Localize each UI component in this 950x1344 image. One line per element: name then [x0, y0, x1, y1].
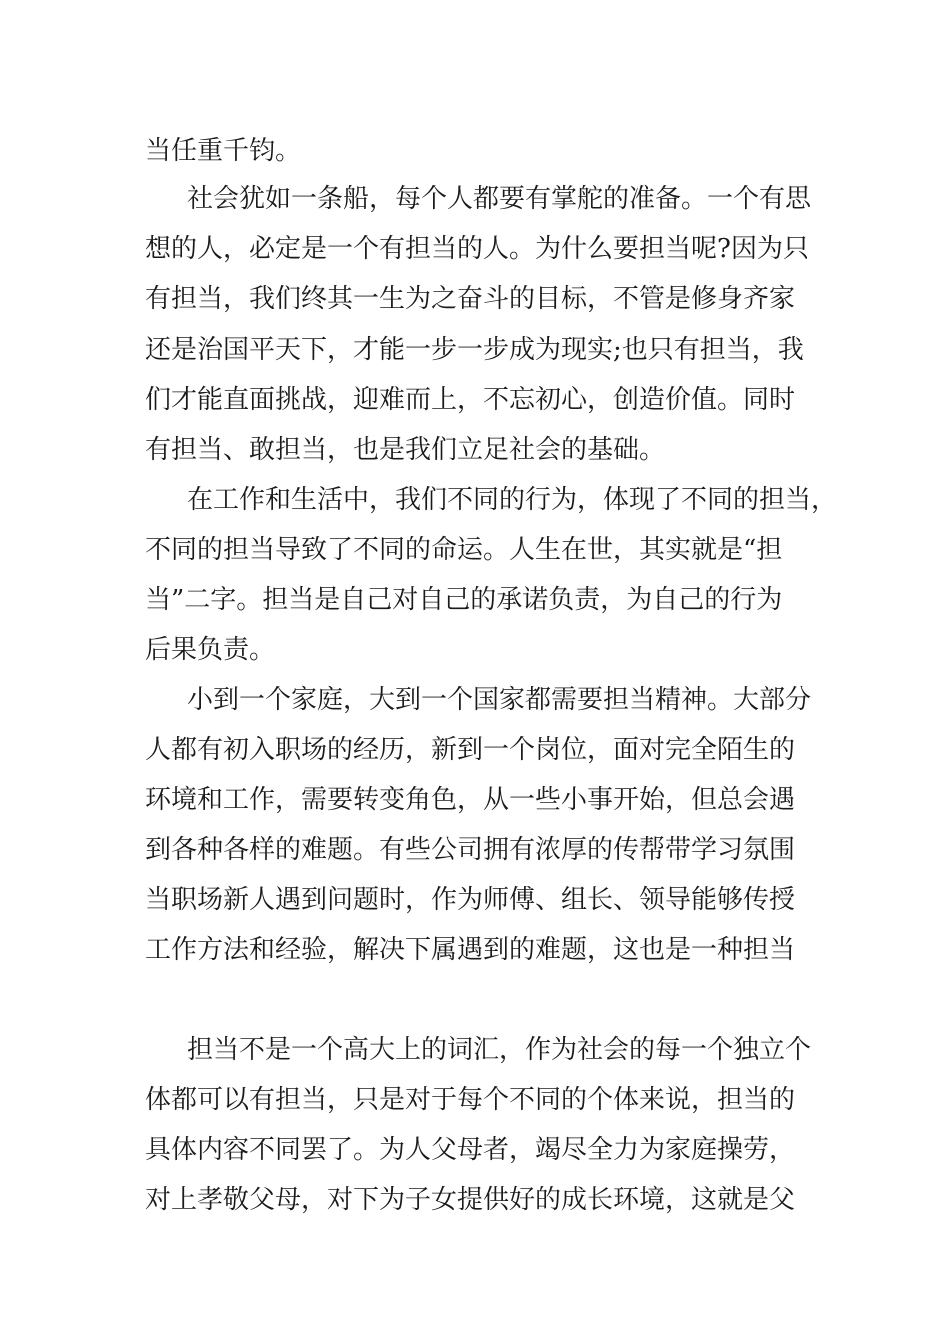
text-line: 对上孝敬父母，对下为子女提供好的成长环境，这就是父: [145, 1185, 796, 1215]
text-line: 当任重千钧。: [145, 136, 302, 166]
text-line: 担当不是一个高大上的词汇，作为社会的每一个独立个: [187, 1035, 812, 1065]
text-line: 当职场新人遇到问题时，作为师傅、组长、领导能够传授: [145, 885, 796, 915]
text-line: 社会犹如一条船，每个人都要有掌舵的准备。一个有思: [187, 184, 812, 214]
text-line: 有担当，我们终其一生为之奋斗的目标，不管是修身齐家: [145, 284, 796, 314]
text-line: 当”二字。担当是自己对自己的承诺负责，为自己的行为: [145, 585, 783, 615]
text-line: 还是治国平天下，才能一步一步成为现实;也只有担当，我: [145, 335, 804, 365]
text-line: 后果负责。: [145, 635, 276, 665]
text-line: 工作方法和经验，解决下属遇到的难题，这也是一种担当: [145, 935, 796, 965]
text-line: 环境和工作，需要转变角色，从一些小事开始，但总会遇: [145, 785, 796, 815]
text-line: 具体内容不同罢了。为人父母者，竭尽全力为家庭操劳，: [145, 1135, 796, 1165]
text-line: 们才能直面挑战，迎难而上，不忘初心，创造价值。同时: [145, 385, 796, 415]
text-line: 想的人，必定是一个有担当的人。为什么要担当呢?因为只: [145, 234, 809, 264]
text-line: 有担当、敢担当，也是我们立足社会的基础。: [145, 435, 666, 465]
text-line: 到各种各样的难题。有些公司拥有浓厚的传帮带学习氛围: [145, 835, 796, 865]
text-line: 在工作和生活中，我们不同的行为，体现了不同的担当，: [187, 485, 838, 515]
text-line: 体都可以有担当，只是对于每个不同的个体来说，担当的: [145, 1085, 796, 1115]
text-line: 不同的担当导致了不同的命运。人生在世，其实就是“担: [145, 535, 783, 565]
text-line: 人都有初入职场的经历，新到一个岗位，面对完全陌生的: [145, 735, 796, 765]
text-line: 小到一个家庭，大到一个国家都需要担当精神。大部分: [187, 685, 812, 715]
